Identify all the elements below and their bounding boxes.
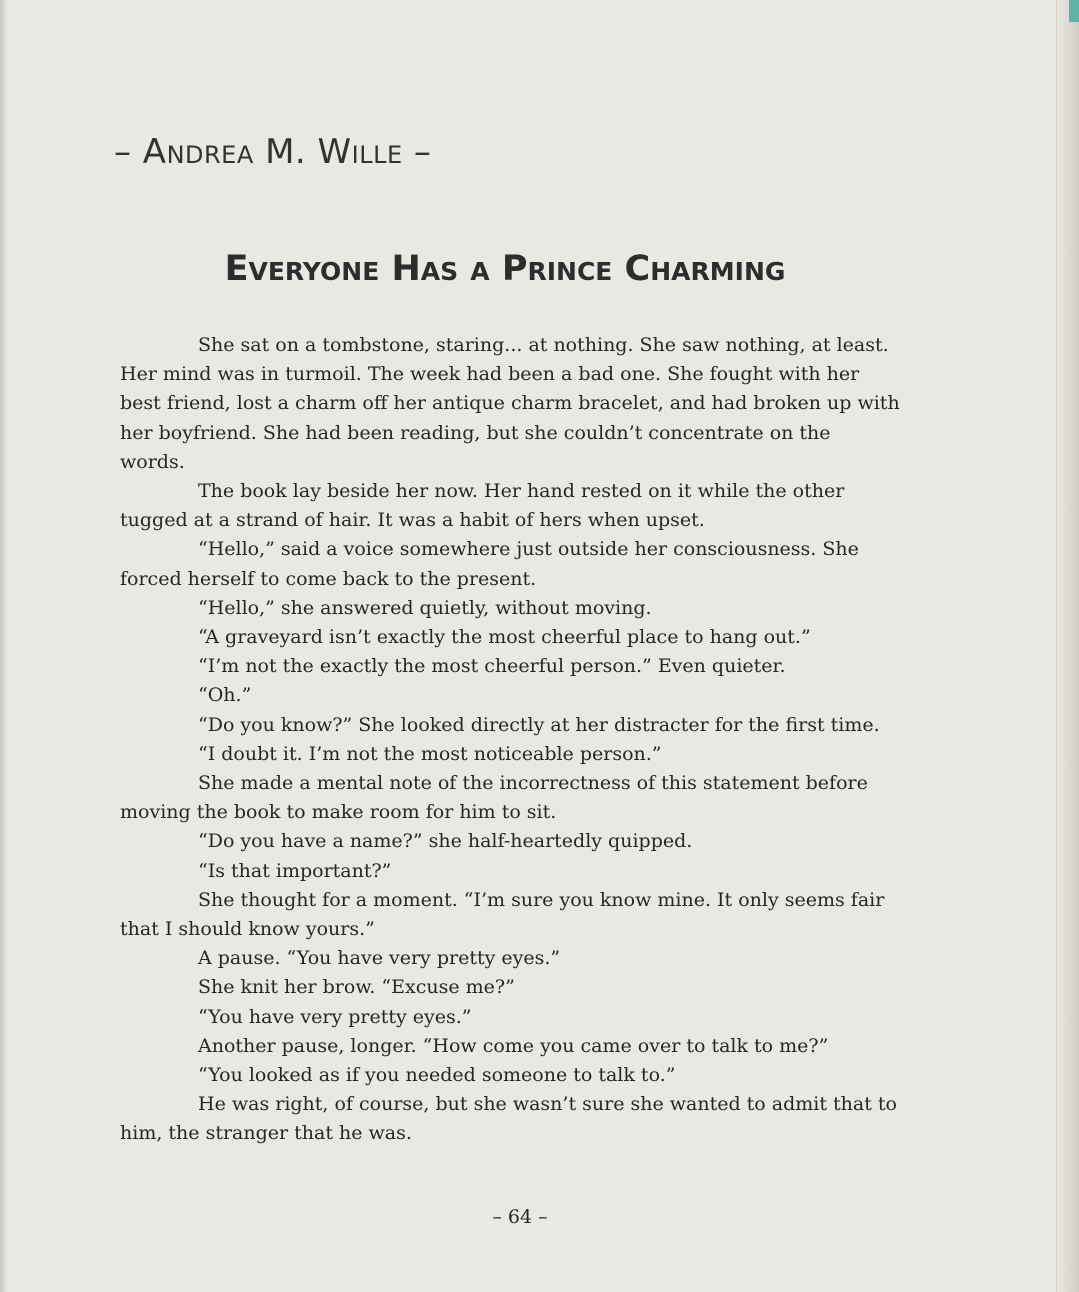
paragraph: A pause. “You have very pretty eyes.”: [198, 947, 561, 970]
page-right-edge: [1056, 0, 1079, 1292]
paragraph: She made a mental note of the incorrectness of this statement before moving the book to make room for him to sit.: [120, 772, 868, 824]
cover-edge-mark: [1069, 0, 1079, 22]
paragraph: Another pause, longer. “How come you came over to talk to me?”: [198, 1034, 829, 1057]
paragraph: “Do you have a name?” she half-heartedly quipped.: [198, 830, 693, 853]
paragraph: The book lay beside her now. Her hand rested on it while the other tugged at a strand of hair. It was a habit of hers when upset.: [120, 480, 845, 532]
paragraph: “Do you know?” She looked directly at her distracter for the first time.: [198, 713, 880, 736]
author-heading: – Andrea M. Wille –: [114, 132, 432, 172]
story-title: Everyone Has a Prince Charming: [224, 249, 786, 289]
page-left-edge: [0, 0, 8, 1292]
page-number: – 64 –: [492, 1206, 548, 1228]
paragraph: “Hello,” she answered quietly, without moving.: [198, 596, 652, 619]
paragraph: “Is that important?”: [198, 859, 392, 882]
paragraph: He was right, of course, but she wasn’t sure she wanted to admit that to him, the stranger that he was.: [120, 1093, 897, 1145]
paragraph: She knit her brow. “Excuse me?”: [198, 976, 515, 999]
story-body: [120, 331, 900, 1149]
paragraph: “A graveyard isn’t exactly the most cheerful place to hang out.”: [198, 626, 811, 649]
paragraph: “Oh.”: [198, 684, 252, 707]
paragraph: “You looked as if you needed someone to talk to.”: [198, 1064, 676, 1087]
paragraph: “I doubt it. I’m not the most noticeable person.”: [198, 742, 662, 765]
paragraph: “Hello,” said a voice somewhere just outside her consciousness. She forced herself to come back to the present.: [120, 538, 859, 590]
paragraph: “I’m not the exactly the most cheerful person.” Even quieter.: [198, 655, 786, 678]
paragraph: She thought for a moment. “I’m sure you know mine. It only seems fair that I should know yours.”: [120, 888, 885, 941]
paragraph: “You have very pretty eyes.”: [198, 1005, 472, 1028]
paragraph: She sat on a tombstone, staring... at nothing. She saw nothing, at least. Her mind was in turmoil. The week had been a bad one. She fought with her best friend, lost a charm off her antique charm bracelet, and had broken up with her boyfriend. She had been reading, but she couldn’t concentrate on the words.: [120, 334, 900, 473]
